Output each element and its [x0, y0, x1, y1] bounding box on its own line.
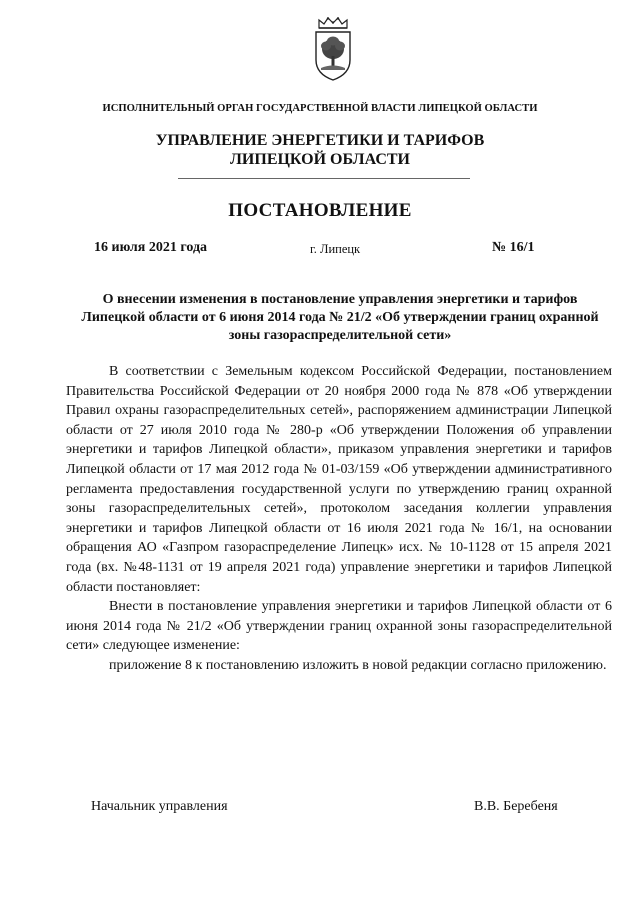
- org-name: ИСПОЛНИТЕЛЬНЫЙ ОРГАН ГОСУДАРСТВЕННОЙ ВЛАСТИ ЛИПЕЦКОЙ ОБЛАСТИ: [102, 103, 538, 114]
- document-body: [66, 362, 612, 676]
- department-name: [0, 131, 640, 169]
- body-paragraph: Внести в постановление управления энергетики и тарифов Липецкой области от 6 июня 2014 года № 21/2 «Об утверждении границ охранной зоны газораспределительной сети» следующее изменение:: [66, 599, 612, 654]
- signature-position: Начальник управления: [91, 799, 228, 814]
- document-subject: О внесении изменения в постановление управления энергетики и тарифов Липецкой области от 6 июня 2014 года № 21/2 «Об утверждении границ охранной зоны газораспределительной сети»: [81, 292, 599, 343]
- department-line-1: УПРАВЛЕНИЕ ЭНЕРГЕТИКИ И ТАРИФОВ: [155, 132, 485, 149]
- document-city: г. Липецк: [310, 242, 361, 256]
- document-number: № 16/1: [492, 240, 535, 255]
- body-paragraph: В соответствии с Земельным кодексом Российской Федерации, постановлением Правительства Российской Федерации от 20 ноября 2000 года № 878 «Об утверждении Правил охраны газораспределительных сетей», распоряжением администрации Липецкой области от 27 июля 2010 года № 280-р «Об утверждении Положения об управлении энергетики и тарифов Липецкой области», приказом управления энергетики и тарифов Липецкой области от 17 мая 2012 года № 01-03/159 «Об утверждении административного регламента предоставления государственной услуги по утверждению границ охранной зоны газораспределительных сетей», протоколом заседания коллегии управления энергетики и тарифов Липецкой области от 16 июля 2021 года № 16/1, на основании обращения АО «Газпром газораспределение Липецк» исх. № 10-1128 от 15 апреля 2021 года (вх. №48-1131 от 19 апреля 2021 года) управление энергетики и тарифов Липецкой области постановляет:: [66, 364, 612, 595]
- signature-name: В.В. Беребеня: [474, 799, 558, 814]
- department-line-2: ЛИПЕЦКОЙ ОБЛАСТИ: [230, 151, 410, 168]
- body-paragraph: приложение 8 к постановлению изложить в новой редакции согласно приложению.: [109, 657, 607, 673]
- lipetsk-coat-of-arms-icon: [305, 16, 361, 82]
- document-type: ПОСТАНОВЛЕНИЕ: [228, 200, 412, 221]
- document-date: 16 июля 2021 года: [94, 240, 208, 255]
- header-divider: [178, 178, 470, 179]
